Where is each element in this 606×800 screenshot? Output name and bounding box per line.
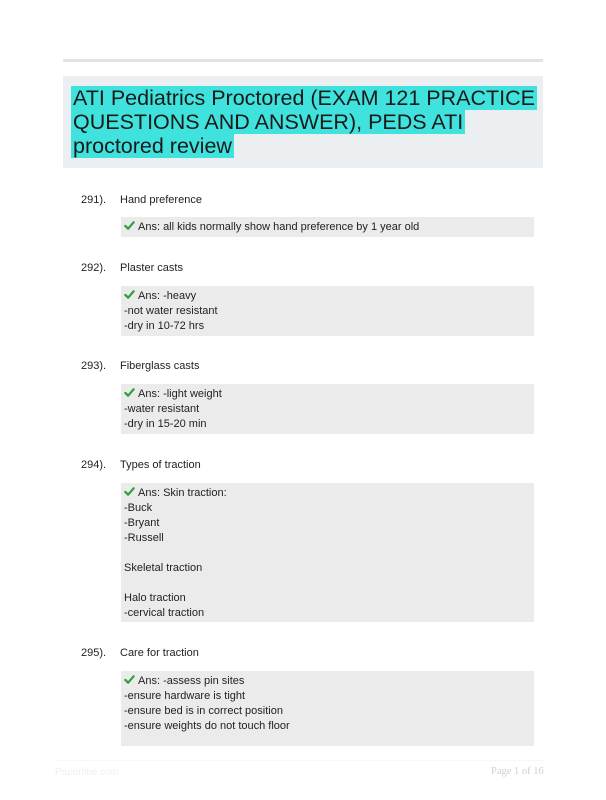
answer-line: -Bryant <box>124 517 160 529</box>
footer-watermark: Paperlibe.com <box>55 767 119 778</box>
question-number: 293). <box>81 360 107 372</box>
question-number: 291). <box>81 194 107 206</box>
question-text: Types of traction <box>120 459 201 471</box>
question-number: 292). <box>81 262 107 274</box>
answer-line: -ensure hardware is tight <box>124 690 246 702</box>
question-text: Fiberglass casts <box>120 360 200 372</box>
answer-line: -Russell <box>124 532 164 544</box>
question-number: 295). <box>81 647 107 659</box>
answer-line <box>124 387 534 402</box>
answer-text: Ans: -assess pin sites <box>138 675 245 687</box>
check-icon <box>124 387 135 398</box>
answer-text: Ans: -light weight <box>138 388 222 400</box>
answer-box <box>121 286 534 336</box>
answer-line: -water resistant <box>124 403 200 415</box>
answer-box <box>121 483 534 622</box>
top-divider <box>63 59 543 62</box>
answer-line <box>124 486 534 501</box>
document-title <box>71 86 535 158</box>
answer-text: Ans: -heavy <box>138 290 197 302</box>
title-banner <box>63 76 543 168</box>
footer-divider <box>55 760 545 761</box>
answer-line: Skeletal traction <box>124 562 203 574</box>
answer-line: -Buck <box>124 502 153 514</box>
answer-line: Halo traction <box>124 592 186 604</box>
check-icon <box>124 486 135 497</box>
answer-line <box>124 546 534 561</box>
page-indicator: Page 1 of 16 <box>491 766 544 777</box>
check-icon <box>124 220 135 231</box>
question-text: Plaster casts <box>120 262 183 274</box>
answer-line <box>124 576 534 591</box>
answer-line: -ensure bed is in correct position <box>124 705 283 717</box>
answer-text: Ans: Skin traction: <box>138 487 227 499</box>
answer-line: -not water resistant <box>124 305 218 317</box>
check-icon <box>124 289 135 300</box>
answer-box <box>121 217 534 237</box>
answer-line: -dry in 10-72 hrs <box>124 320 205 332</box>
answer-line: -dry in 15-20 min <box>124 418 207 430</box>
document-title-text: ATI Pediatrics Proctored (EXAM 121 PRACTICE QUESTIONS AND ANSWER), PEDS ATI proctored review <box>73 86 535 158</box>
answer-line: -cervical traction <box>124 607 205 619</box>
answer-box <box>121 384 534 434</box>
answer-text: Ans: all kids normally show hand preference by 1 year old <box>138 221 420 233</box>
check-icon <box>124 674 135 685</box>
answer-line <box>124 674 534 689</box>
question-text: Hand preference <box>120 194 202 206</box>
answer-line <box>124 220 534 235</box>
answer-box <box>121 671 534 746</box>
answer-line: -ensure weights do not touch floor <box>124 720 290 732</box>
answer-line <box>124 289 534 304</box>
question-number: 294). <box>81 459 107 471</box>
question-text: Care for traction <box>120 647 199 659</box>
